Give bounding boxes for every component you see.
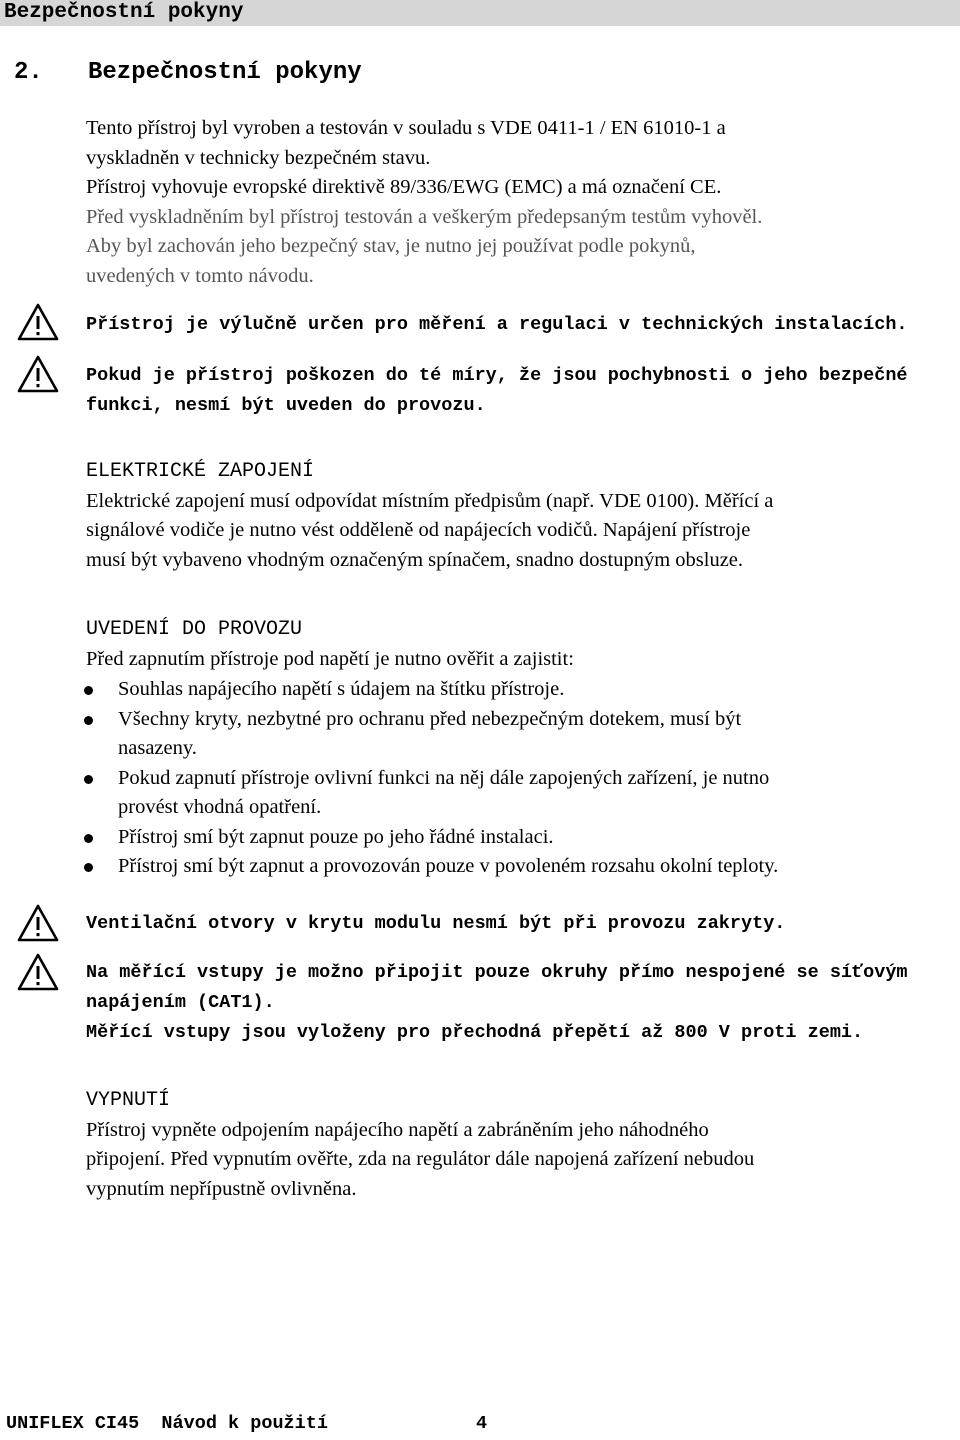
warning-text — [86, 310, 952, 340]
bullet-icon — [84, 863, 93, 872]
intro-line: Přístroj vyhovuje evropské direktivě 89/336/EWG (EMC) a má označení CE. — [86, 176, 722, 198]
list-item-text: Souhlas napájecího napětí s údajem na štítku přístroje. — [118, 678, 565, 700]
warning-text — [86, 361, 952, 421]
intro-line: Aby byl zachován jeho bezpečný stav, je nutno jej používat podle pokynů, — [86, 235, 696, 257]
section-title: Bezpečnostní pokyny — [88, 59, 362, 86]
shutdown-section — [86, 1086, 952, 1204]
shutdown-line: připojení. Před vypnutím ověřte, zda na regulátor dále napojená zařízení nebudou — [86, 1148, 755, 1170]
warning-triangle-icon — [17, 953, 59, 991]
electrical-line: signálové vodiče je nutno vést odděleně od napájecích vodičů. Napájení přístroje — [86, 519, 751, 541]
electrical-heading: ELEKTRICKÉ ZAPOJENÍ — [86, 460, 315, 483]
section-heading — [14, 57, 362, 89]
bullet-icon — [84, 686, 93, 695]
electrical-line: musí být vybaveno vhodným označeným spínačem, snadno dostupným obsluze. — [86, 548, 744, 571]
intro-line: Tento přístroj byl vyroben a testován v souladu s VDE 0411-1 / EN 61010-1 a — [86, 117, 726, 139]
bullet-icon — [84, 775, 93, 784]
warning-text — [86, 958, 952, 1048]
electrical-section — [86, 457, 952, 575]
warning-triangle-icon — [17, 303, 59, 341]
commissioning-section — [86, 615, 952, 674]
warning-text — [86, 909, 952, 939]
electrical-line: Elektrické zapojení musí odpovídat místním předpisům (např. VDE 0100). Měřící a — [86, 489, 774, 512]
intro-line: uvedených v tomto návodu. — [86, 264, 314, 287]
intro-line: vyskladněn v technicky bezpečném stavu. — [86, 146, 431, 169]
warning-line: Ventilační otvory v krytu modulu nesmí být při provozu zakryty. — [86, 913, 786, 934]
warning-line: Přístroj je výlučně určen pro měření a regulaci v technických instalacích. — [86, 314, 908, 335]
list-item-text: Přístroj smí být zapnut pouze po jeho řádné instalaci. — [118, 825, 554, 848]
bullet-icon — [84, 834, 93, 843]
warning-line: Měřící vstupy jsou vyloženy pro přechodná přepětí až 800 V proti zemi. — [86, 1022, 864, 1043]
list-item — [82, 675, 948, 705]
list-item-text: provést vhodná opatření. — [118, 796, 322, 818]
page-number: 4 — [476, 1413, 488, 1434]
list-item-text: Přístroj smí být zapnut a provozován pouze v povoleném rozsahu okolní teploty. — [118, 855, 779, 877]
warning-triangle-icon — [17, 904, 59, 942]
footer-title: UNIFLEX CI45 Návod k použití — [6, 1413, 328, 1434]
list-item — [82, 705, 948, 764]
commissioning-checklist — [82, 675, 948, 882]
shutdown-line: vypnutím nepřípustně ovlivněna. — [86, 1177, 357, 1200]
header-bar — [0, 0, 960, 26]
bullet-icon — [84, 716, 93, 725]
warning-line: napájením (CAT1). — [86, 992, 275, 1013]
commissioning-intro: Před zapnutím přístroje pod napětí je nutno ověřit a zajistit: — [86, 647, 574, 670]
running-header-title: Bezpečnostní pokyny — [4, 1, 244, 24]
intro-paragraph — [86, 114, 952, 291]
list-item — [82, 823, 948, 853]
list-item — [82, 764, 948, 823]
section-number: 2. — [14, 59, 43, 86]
warning-triangle-icon — [17, 355, 59, 393]
list-item-text: nasazeny. — [118, 737, 197, 759]
shutdown-line: Přístroj vypněte odpojením napájecího napětí a zabráněním jeho náhodného — [86, 1118, 709, 1141]
page-footer — [6, 1410, 956, 1438]
list-item-text: Všechny kryty, nezbytné pro ochranu před nebezpečným dotekem, musí být — [118, 707, 742, 730]
list-item — [82, 852, 948, 882]
commissioning-heading: UVEDENÍ DO PROVOZU — [86, 618, 303, 641]
warning-line: Na měřící vstupy je možno připojit pouze okruhy přímo nespojené se síťovým — [86, 962, 908, 983]
warning-line: Pokud je přístroj poškozen do té míry, že jsou pochybnosti o jeho bezpečné — [86, 365, 908, 386]
intro-line: Před vyskladněním byl přístroj testován a veškerým předepsaným testům vyhověl. — [86, 205, 763, 228]
shutdown-heading: VYPNUTÍ — [86, 1089, 171, 1112]
warning-line: funkci, nesmí být uveden do provozu. — [86, 395, 486, 416]
list-item-text: Pokud zapnutí přístroje ovlivní funkci na něj dále zapojených zařízení, je nutno — [118, 766, 770, 789]
